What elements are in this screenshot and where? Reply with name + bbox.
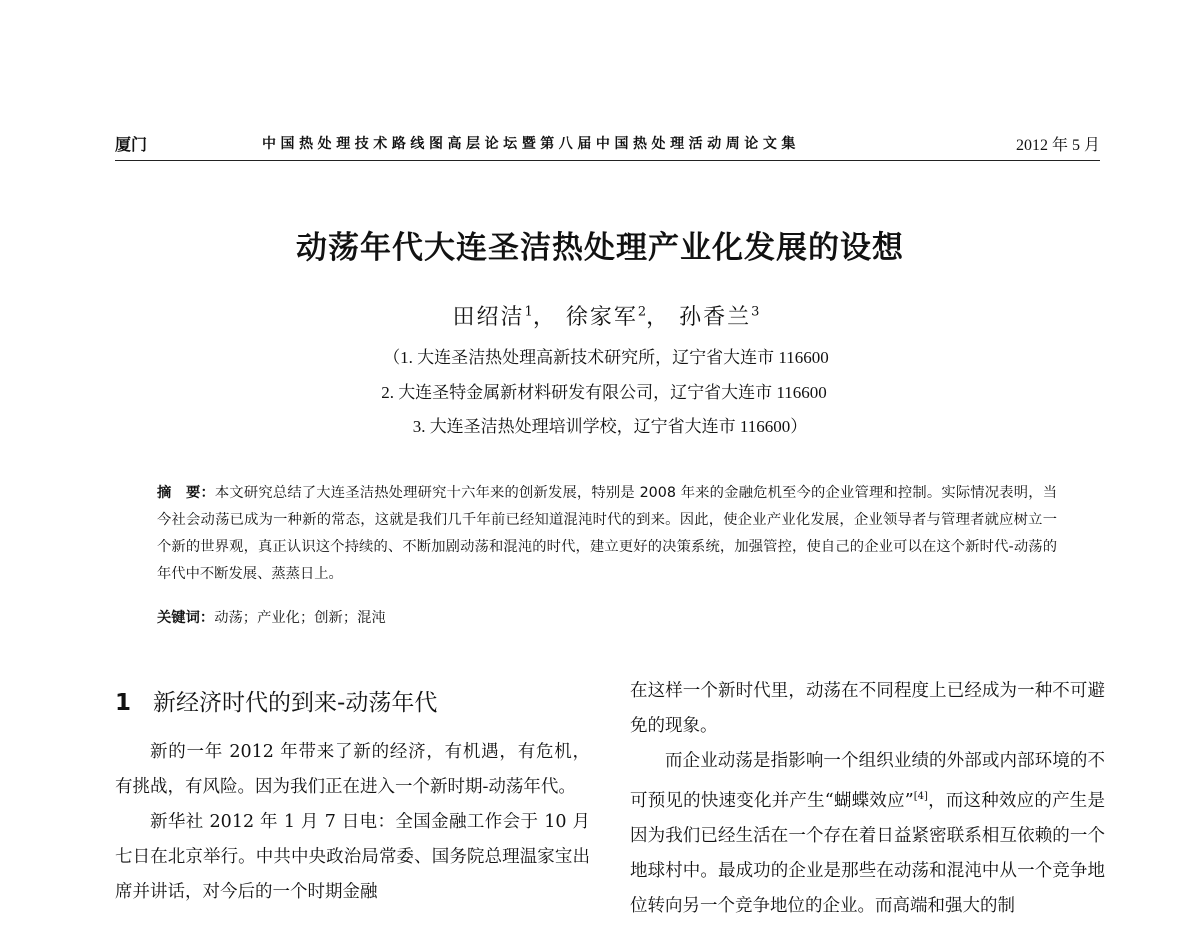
header-date: 2012 年 5 月 [1015,137,1100,154]
affiliation-1: （1. 大连圣洁热处理高新技术研究所，辽宁省大连市 116600 [383,348,829,367]
body-column-left [115,735,590,910]
author-separator: ， [646,305,671,330]
header-location: 厦门 [115,135,148,154]
abstract-label: 摘 要： [157,485,215,501]
keywords [157,607,386,627]
section-title: 新经济时代的到来-动荡年代 [153,690,438,716]
keywords-text: 动荡；产业化；创新；混沌 [214,610,386,626]
author-affiliation-mark: 1 [524,304,533,320]
author-list [0,300,1200,331]
author-affiliation-mark: 2 [637,304,647,320]
body-column-right [630,674,1105,924]
paragraph-text: ，而这种效应的产生是因为我们已经生活在一个存在着日益紧密联系相互依赖的一个地球村中。最成功的企业是那些在动荡和混沌中从一个竞争地位转向另一个竞争地位的企业。而高端和强大的制 [630,790,1105,916]
body-paragraph-continuation: 在这样一个新时代里，动荡在不同程度上已经成为一种不可避免的现象。 [630,681,1105,736]
body-paragraph [630,744,1105,924]
affiliation-3: 3. 大连圣洁热处理培训学校，辽宁省大连市 116600） [412,417,808,436]
body-paragraph: 新的一年 2012 年带来了新的经济，有机遇，有危机，有挑战，有风险。因为我们正在进入一个新时期-动荡年代。 [115,742,590,797]
abstract [157,480,1057,588]
author-name: 徐家军 [565,305,638,330]
author-name: 孙香兰 [679,305,752,330]
section-number: 1 [115,690,132,716]
body-paragraph: 新华社 2012 年 1 月 7 日电：全国金融工作会于 10 月七日在北京举行。中共中央政治局常委、国务院总理温家宝出席并讲话，对今后的一个时期金融 [115,812,590,902]
abstract-text: 本文研究总结了大连圣洁热处理研究十六年来的创新发展，特别是 2008 年来的金融危机至今的企业管理和控制。实际情况表明，当今社会动荡已成为一种新的常态，这就是我们几千年前已经知道混沌时代的到来。因此，使企业产业化发展，企业领导者与管理者就应树立一个新的世界观，真正认识这个持续的、不断加剧动荡和混沌的时代，建立更好的决策系统，加强管控，使自己的企业可以在这个新时代-动荡的年代中不断发展、蒸蒸日上。 [157,485,1057,582]
affiliation-2: 2. 大连圣特金属新材料研发有限公司，辽宁省大连市 116600 [381,383,827,402]
paper-title: 动荡年代大连圣洁热处理产业化发展的设想 [296,230,904,266]
author-separator: ， [532,305,557,330]
keywords-label: 关键词： [157,610,215,626]
header-proceedings-title: 中国热处理技术路线图高层论坛暨第八届中国热处理活动周论文集 [262,136,800,152]
paragraph-text: 而企业动荡是指影响一个组织业绩的外部或内部环境的不可预见的快速变化并产生“蝴蝶效应” [630,751,1105,811]
author-name: 田绍洁 [452,305,525,330]
section-heading [115,684,437,717]
running-header [115,130,1100,161]
citation-ref: [4] [913,791,928,802]
author-affiliation-mark: 3 [751,304,760,320]
